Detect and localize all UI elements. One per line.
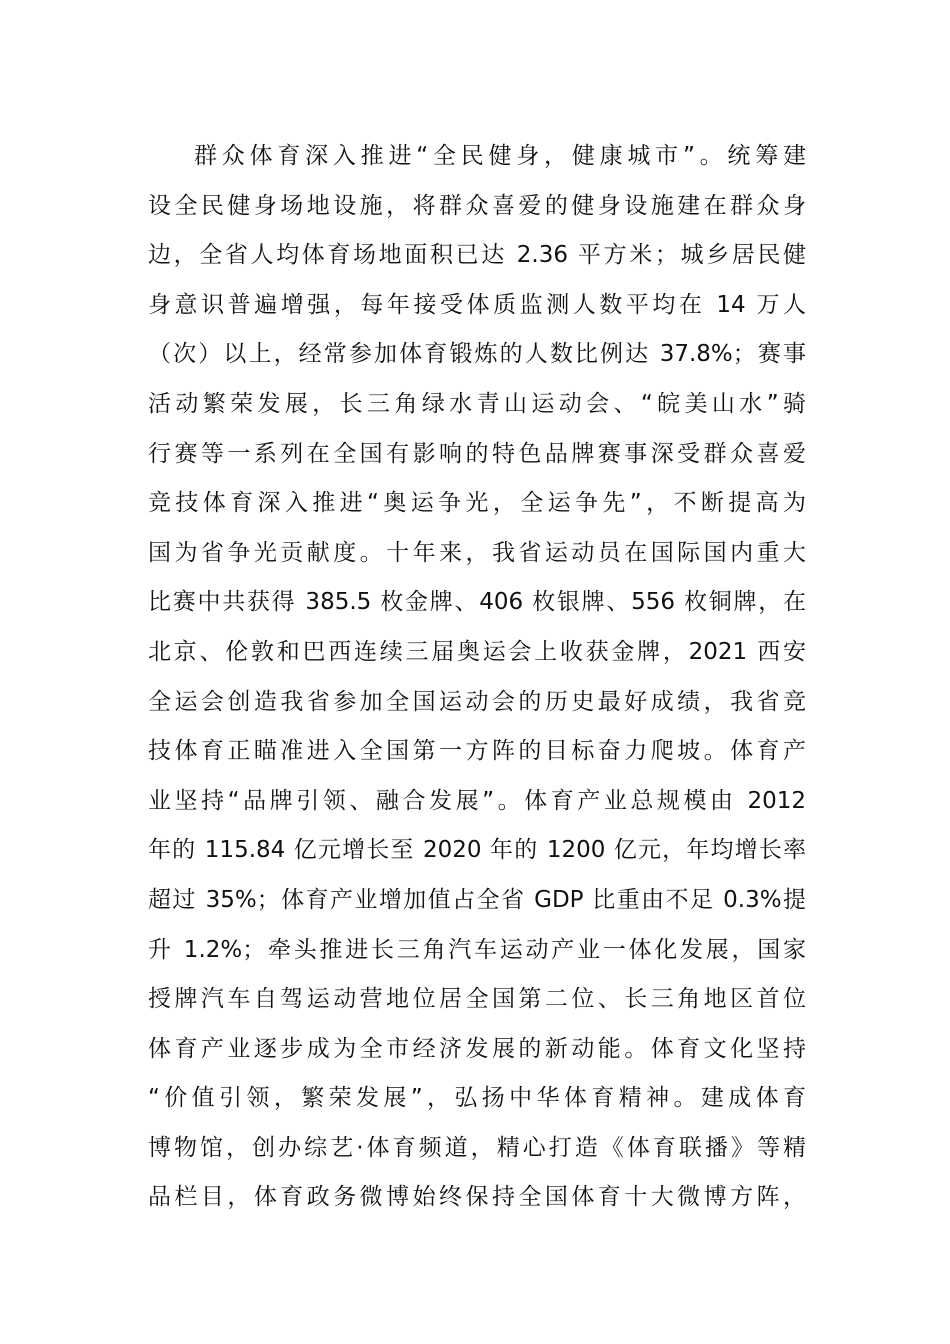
text-line: 授牌汽车自驾运动营地位居全国第二位、长三角地区首位 <box>148 986 806 1013</box>
text-line: 技体育正瞄准进入全国第一方阵的目标奋力爬坡。体育产 <box>148 738 806 765</box>
text-line: （次）以上，经常参加体育锻炼的人数比例达 37.8%；赛事 <box>148 341 806 368</box>
text-line: 北京、伦敦和巴西连续三届奥运会上收获金牌，2021 西安 <box>148 638 806 665</box>
text-line: 业坚持“品牌引领、融合发展”。体育产业总规模由 2012 <box>148 787 806 814</box>
text-line: 超过 35%；体育产业增加值占全省 GDP 比重由不足 0.3%提 <box>148 886 806 913</box>
text-line: 边，全省人均体育场地面积已达 2.36 平方米；城乡居民健 <box>148 242 806 269</box>
text-line: 升 1.2%；牵头推进长三角汽车运动产业一体化发展，国家 <box>148 936 806 963</box>
text-line: 设全民健身场地设施，将群众喜爱的健身设施建在群众身 <box>148 192 806 219</box>
text-line: 活动繁荣发展，长三角绿水青山运动会、“皖美山水”骑 <box>148 390 806 417</box>
text-line: 全运会创造我省参加全国运动会的历史最好成绩，我省竞 <box>148 688 806 715</box>
text-line: 行赛等一系列在全国有影响的特色品牌赛事深受群众喜爱 <box>148 440 806 467</box>
text-line: 国为省争光贡献度。十年来，我省运动员在国际国内重大 <box>148 539 806 566</box>
document-body <box>148 136 806 1227</box>
text-line: 竞技体育深入推进“奥运争光，全运争先”，不断提高为 <box>148 490 806 517</box>
text-line: “价值引领，繁荣发展”，弘扬中华体育精神。建成体育 <box>148 1085 806 1112</box>
text-line: 品栏目，体育政务微博始终保持全国体育十大微博方阵， <box>148 1184 806 1211</box>
text-line: 博物馆，创办综艺·体育频道，精心打造《体育联播》等精 <box>148 1134 806 1161</box>
text-line: 比赛中共获得 385.5 枚金牌、406 枚银牌、556 枚铜牌，在 <box>148 589 806 616</box>
text-line: 体育产业逐步成为全市经济发展的新动能。体育文化坚持 <box>148 1035 806 1062</box>
text-line: 群众体育深入推进“全民健身，健康城市”。统筹建 <box>194 143 806 169</box>
text-line: 身意识普遍增强，每年接受体质监测人数平均在 14 万人 <box>148 291 806 318</box>
text-line: 年的 115.84 亿元增长至 2020 年的 1200 亿元，年均增长率 <box>148 837 806 864</box>
